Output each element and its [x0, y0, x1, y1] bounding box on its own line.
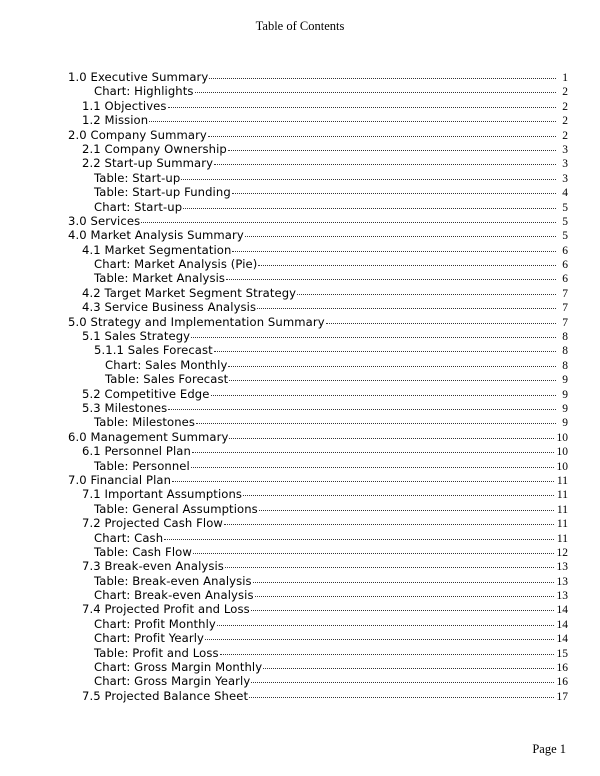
- toc-entry[interactable]: [68, 271, 568, 285]
- toc-entry-label: Table: Personnel: [94, 458, 190, 473]
- toc-entry-label: 5.1 Sales Strategy: [82, 329, 191, 344]
- toc-entry-page-number: 3: [562, 143, 568, 156]
- toc-entry-page-number: 1: [562, 72, 568, 84]
- dot-leader: [164, 539, 554, 540]
- toc-entry-label: Table: Milestones: [94, 415, 196, 430]
- toc-entry-page-number: 3: [562, 172, 568, 185]
- toc-entry[interactable]: [68, 128, 568, 142]
- toc-entry-label: Table: Start-up: [94, 170, 181, 185]
- toc-entry[interactable]: [68, 113, 568, 127]
- dot-leader: [211, 395, 557, 396]
- toc-entry-label: Chart: Gross Margin Monthly: [94, 660, 263, 675]
- toc-entry-page-number: 16: [556, 662, 568, 675]
- toc-entry[interactable]: [68, 171, 568, 185]
- toc-entry[interactable]: [68, 70, 568, 84]
- toc-entry[interactable]: [68, 646, 568, 660]
- toc-entry-label: 7.5 Projected Balance Sheet: [82, 688, 249, 703]
- toc-entry[interactable]: [68, 674, 568, 688]
- toc-entry-page-number: 7: [562, 287, 568, 300]
- toc-entry[interactable]: [68, 300, 568, 314]
- toc-entry-page-number: 5: [562, 201, 568, 214]
- toc-entry-page-number: 5: [562, 215, 568, 228]
- page-number-footer: Page 1: [532, 742, 566, 756]
- dot-leader: [209, 78, 556, 79]
- toc-entry-label: Chart: Profit Monthly: [94, 616, 216, 631]
- toc-entry-label: 7.3 Break-even Analysis: [82, 559, 224, 574]
- dot-leader: [196, 423, 556, 424]
- toc-entry[interactable]: [68, 502, 568, 516]
- toc-entry[interactable]: [68, 545, 568, 559]
- dot-leader: [251, 682, 553, 683]
- dot-leader: [228, 150, 556, 151]
- toc-entry-label: 1.0 Executive Summary: [68, 70, 209, 84]
- toc-entry-label: 5.0 Strategy and Implementation Summary: [68, 314, 325, 329]
- dot-leader: [149, 121, 556, 122]
- toc-entry[interactable]: [68, 660, 568, 674]
- toc-entry-label: Table: Start-up Funding: [94, 185, 231, 200]
- toc-entry-label: 4.3 Service Business Analysis: [82, 300, 257, 315]
- toc-entry-label: 5.3 Milestones: [82, 400, 168, 415]
- dot-leader: [214, 164, 556, 165]
- toc-entry-page-number: 10: [556, 460, 568, 473]
- toc-entry-label: 6.0 Management Summary: [68, 429, 229, 444]
- toc-entry-page-number: 8: [562, 331, 568, 344]
- toc-entry-page-number: 6: [562, 273, 568, 286]
- dot-leader: [232, 193, 556, 194]
- toc-entry-page-number: 5: [562, 230, 568, 243]
- toc-entry-page-number: 10: [556, 431, 568, 444]
- dot-leader: [220, 654, 554, 655]
- toc-entry[interactable]: [68, 415, 568, 429]
- toc-entry[interactable]: [68, 487, 568, 501]
- dot-leader: [326, 323, 556, 324]
- dot-leader: [217, 625, 554, 626]
- dot-leader: [257, 308, 556, 309]
- toc-entry-page-number: 11: [556, 474, 568, 487]
- toc-entry-page-number: 11: [556, 503, 568, 516]
- dot-leader: [191, 337, 556, 338]
- toc-entry-page-number: 14: [556, 604, 568, 617]
- dot-leader: [243, 495, 554, 496]
- toc-entry-label: 3.0 Services: [68, 213, 141, 228]
- dot-leader: [195, 92, 556, 93]
- toc-entry-label: Chart: Start-up: [94, 199, 183, 214]
- toc-entry-label: Chart: Cash: [94, 530, 164, 545]
- toc-entry-page-number: 7: [562, 316, 568, 329]
- dot-leader: [229, 438, 553, 439]
- toc-entry-page-number: 4: [562, 187, 568, 200]
- toc-entry[interactable]: [68, 185, 568, 199]
- toc-entry-label: 4.2 Target Market Segment Strategy: [82, 285, 297, 300]
- dot-leader: [232, 251, 556, 252]
- toc-entry[interactable]: [68, 516, 568, 530]
- toc-entry[interactable]: [68, 372, 568, 386]
- toc-entry-page-number: 17: [556, 690, 568, 703]
- toc-entry-label: Table: Cash Flow: [94, 544, 192, 559]
- toc-entry-label: 5.2 Competitive Edge: [82, 386, 210, 401]
- page-title: Table of Contents: [255, 19, 345, 33]
- toc-entry[interactable]: [68, 329, 568, 343]
- toc-entry[interactable]: [68, 257, 568, 271]
- toc-entry-page-number: 8: [562, 345, 568, 358]
- toc-entry-page-number: 11: [556, 518, 568, 531]
- dot-leader: [263, 668, 553, 669]
- toc-entry-page-number: 2: [562, 86, 568, 99]
- table-of-contents: [68, 70, 568, 703]
- dot-leader: [214, 351, 556, 352]
- toc-entry-page-number: 16: [556, 676, 568, 689]
- toc-entry[interactable]: [68, 473, 568, 487]
- dot-leader: [192, 452, 554, 453]
- toc-entry[interactable]: [68, 142, 568, 156]
- dot-leader: [251, 610, 554, 611]
- dot-leader: [168, 107, 556, 108]
- toc-entry-label: 2.1 Company Ownership: [82, 141, 227, 156]
- toc-entry-label: 2.0 Company Summary: [68, 127, 207, 142]
- dot-leader: [168, 409, 556, 410]
- toc-entry[interactable]: [68, 358, 568, 372]
- toc-entry[interactable]: [68, 286, 568, 300]
- toc-entry-label: Chart: Break-even Analysis: [94, 588, 254, 603]
- toc-entry-label: Table: Profit and Loss: [94, 645, 219, 660]
- toc-entry-label: Chart: Market Analysis (Pie): [94, 257, 258, 272]
- toc-entry-label: 4.1 Market Segmentation: [82, 242, 232, 257]
- toc-entry[interactable]: [68, 156, 568, 170]
- dot-leader: [226, 279, 556, 280]
- dot-leader: [245, 236, 556, 237]
- dot-leader: [258, 265, 556, 266]
- toc-entry-label: 1.2 Mission: [82, 113, 149, 128]
- toc-entry-page-number: 9: [562, 402, 568, 415]
- dot-leader: [181, 179, 556, 180]
- toc-entry[interactable]: [68, 559, 568, 573]
- toc-entry-label: Table: Break-even Analysis: [94, 573, 252, 588]
- toc-entry-page-number: 2: [562, 100, 568, 113]
- dot-leader: [297, 294, 556, 295]
- dot-leader: [229, 380, 556, 381]
- toc-entry-page-number: 13: [556, 575, 568, 588]
- toc-entry[interactable]: [68, 315, 568, 329]
- toc-entry-label: 5.1.1 Sales Forecast: [94, 343, 213, 358]
- toc-entry-label: Chart: Gross Margin Yearly: [94, 674, 251, 689]
- toc-entry-page-number: 12: [556, 546, 568, 559]
- toc-entry[interactable]: [68, 200, 568, 214]
- toc-entry-label: Table: Market Analysis: [94, 271, 226, 286]
- toc-entry-label: 2.2 Start-up Summary: [82, 156, 214, 171]
- dot-leader: [249, 697, 553, 698]
- toc-entry-page-number: 7: [562, 302, 568, 315]
- toc-entry-page-number: 11: [556, 532, 568, 545]
- toc-entry-label: Chart: Sales Monthly: [105, 357, 228, 372]
- toc-entry[interactable]: [68, 243, 568, 257]
- toc-entry[interactable]: [68, 588, 568, 602]
- toc-entry-page-number: 9: [562, 388, 568, 401]
- toc-entry[interactable]: [68, 387, 568, 401]
- toc-entry-page-number: 6: [562, 244, 568, 257]
- toc-entry-page-number: 2: [562, 129, 568, 142]
- toc-entry[interactable]: [68, 531, 568, 545]
- toc-entry-page-number: 10: [556, 446, 568, 459]
- toc-entry-label: 4.0 Market Analysis Summary: [68, 228, 244, 243]
- toc-entry-label: Chart: Profit Yearly: [94, 631, 205, 646]
- toc-entry-page-number: 11: [556, 489, 568, 502]
- toc-entry[interactable]: [68, 99, 568, 113]
- toc-entry-label: Chart: Highlights: [94, 84, 194, 99]
- dot-leader: [183, 208, 556, 209]
- toc-entry-page-number: 13: [556, 561, 568, 574]
- dot-leader: [255, 596, 554, 597]
- dot-leader: [225, 567, 554, 568]
- toc-entry-label: 7.0 Financial Plan: [68, 472, 172, 487]
- toc-entry[interactable]: [68, 574, 568, 588]
- toc-entry-page-number: 3: [562, 158, 568, 171]
- toc-entry-page-number: 8: [562, 359, 568, 372]
- toc-entry[interactable]: [68, 214, 568, 228]
- toc-entry-page-number: 2: [562, 115, 568, 128]
- dot-leader: [228, 366, 556, 367]
- toc-entry-page-number: 9: [562, 417, 568, 430]
- toc-entry-label: 1.1 Objectives: [82, 98, 167, 113]
- dot-leader: [208, 136, 556, 137]
- dot-leader: [224, 524, 554, 525]
- dot-leader: [253, 582, 554, 583]
- toc-entry[interactable]: [68, 617, 568, 631]
- dot-leader: [259, 510, 554, 511]
- dot-leader: [141, 222, 556, 223]
- toc-entry[interactable]: [68, 444, 568, 458]
- toc-entry-page-number: 14: [556, 633, 568, 646]
- dot-leader: [172, 481, 554, 482]
- toc-entry-label: Table: Sales Forecast: [105, 372, 229, 387]
- dot-leader: [205, 639, 553, 640]
- toc-entry[interactable]: [68, 430, 568, 444]
- dot-leader: [191, 467, 554, 468]
- toc-entry[interactable]: [68, 459, 568, 473]
- toc-entry-label: 6.1 Personnel Plan: [82, 444, 191, 459]
- toc-entry-label: 7.2 Projected Cash Flow: [82, 516, 224, 531]
- toc-entry-page-number: 14: [556, 618, 568, 631]
- toc-entry-page-number: 13: [556, 590, 568, 603]
- toc-entry[interactable]: [68, 401, 568, 415]
- toc-entry-label: 7.4 Projected Profit and Loss: [82, 602, 250, 617]
- toc-entry[interactable]: [68, 228, 568, 242]
- toc-entry-page-number: 9: [562, 374, 568, 387]
- toc-entry-page-number: 15: [556, 647, 568, 660]
- toc-entry[interactable]: [68, 689, 568, 703]
- dot-leader: [193, 553, 554, 554]
- toc-entry[interactable]: [68, 631, 568, 645]
- toc-entry[interactable]: [68, 343, 568, 357]
- toc-entry-page-number: 6: [562, 259, 568, 272]
- toc-entry[interactable]: [68, 602, 568, 616]
- toc-entry-label: 7.1 Important Assumptions: [82, 487, 243, 502]
- toc-entry[interactable]: [68, 84, 568, 98]
- toc-entry-label: Table: General Assumptions: [94, 501, 258, 516]
